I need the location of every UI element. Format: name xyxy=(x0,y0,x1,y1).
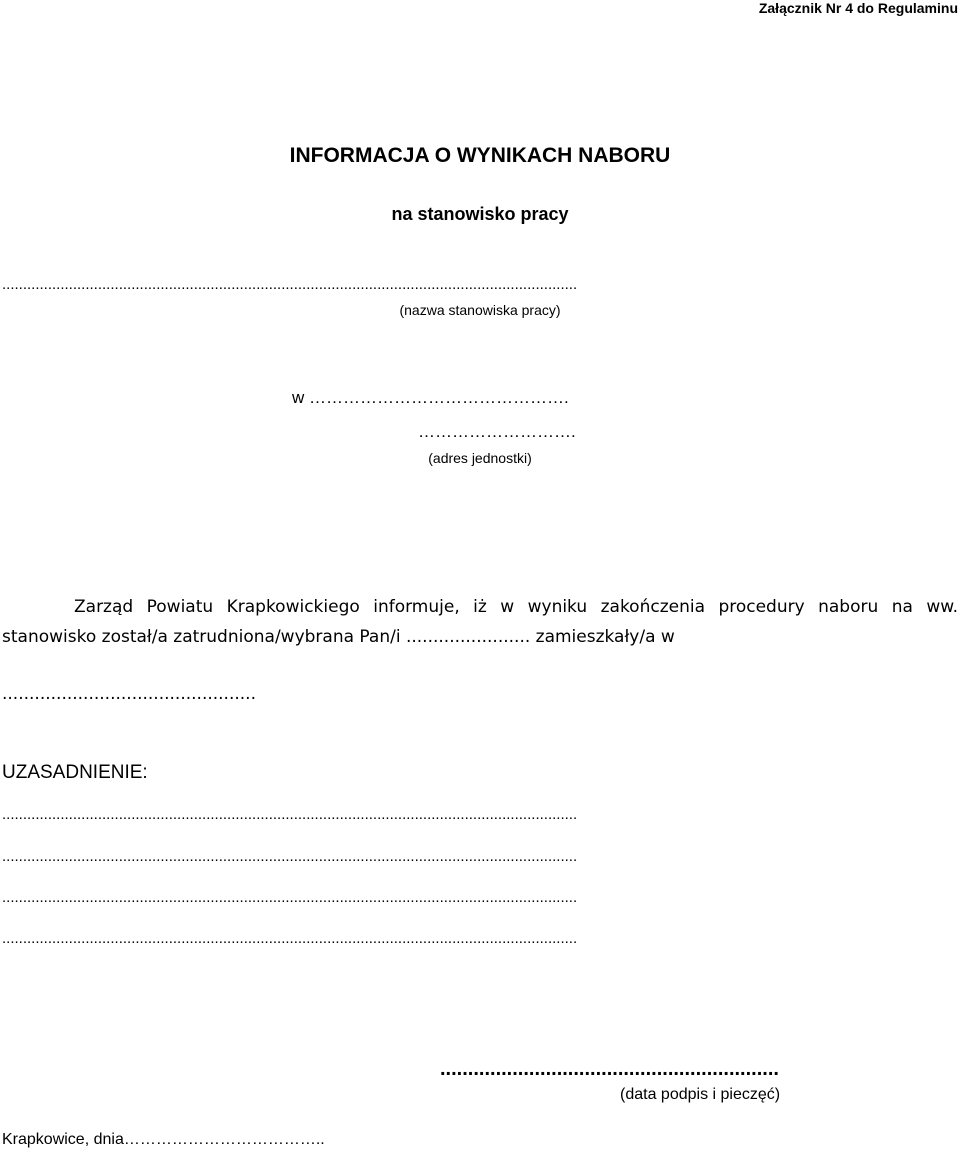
position-name-caption: (nazwa stanowiska pracy) xyxy=(399,302,561,318)
signature-field: ............................................................. xyxy=(440,1058,779,1080)
unit-address-field-continued: ………………………. xyxy=(418,422,576,441)
signature-caption: (data podpis i pieczęć) xyxy=(620,1086,781,1103)
residence-field: ............................................... xyxy=(2,684,256,704)
justification-line: .......................................................................................................................................... xyxy=(2,848,578,865)
unit-address-field: w ………………………………………. xyxy=(292,388,569,407)
justification-line: .......................................................................................................................................... xyxy=(2,806,578,823)
document-subtitle: na stanowisko pracy xyxy=(391,204,569,224)
attachment-label: Załącznik Nr 4 do Regulaminu xyxy=(758,0,958,16)
unit-address-caption: (adres jednostki) xyxy=(428,450,532,466)
document-title: INFORMACJA O WYNIKACH NABORU xyxy=(289,144,671,167)
announcement-paragraph: Zarząd Powiatu Krapkowickiego informuje, iż w wyniku zakończenia procedury naboru na ww. stanowisko został/a zatrudniona/wybrana Pan/i ....................... zamieszkały/a w xyxy=(2,597,958,647)
position-name-field: .......................................................................................................................................... xyxy=(2,276,578,293)
justification-label: UZASADNIENIE: xyxy=(2,762,148,783)
place-date-field: Krapkowice, dnia……………………………….. xyxy=(2,1131,325,1148)
justification-line: .......................................................................................................................................... xyxy=(2,889,578,906)
justification-line: .......................................................................................................................................... xyxy=(2,930,578,947)
